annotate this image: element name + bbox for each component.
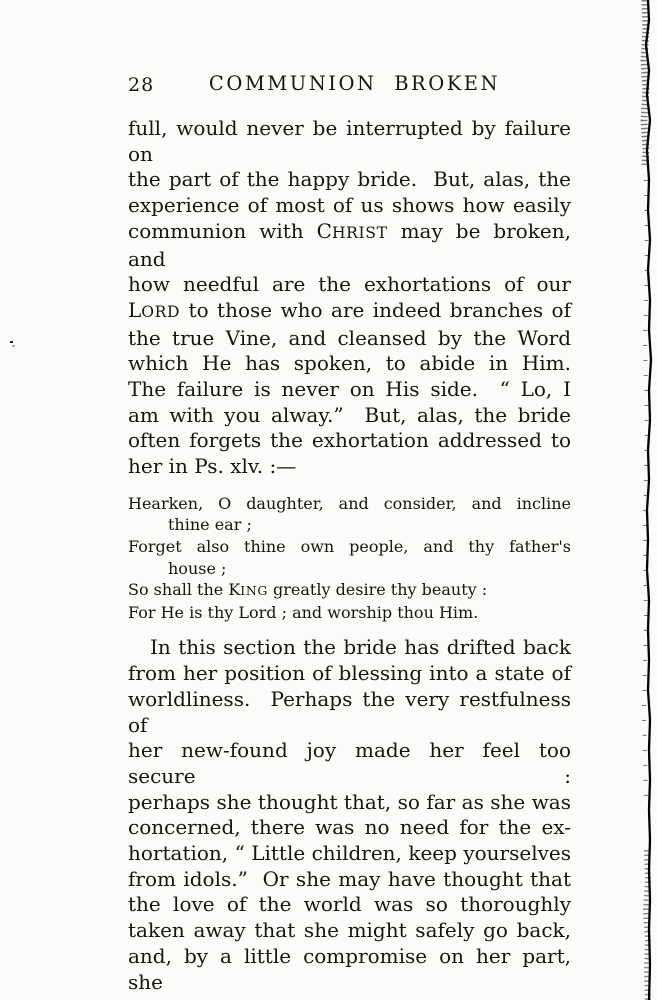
running-head [128,72,571,99]
text-line: LORD to those who are indeed branches of [128,297,571,322]
text-line: often forgets the exhortation addressed to [128,428,571,453]
text-line: her new-found joy made her feel too secure : [128,738,571,788]
text-line: Forget also thine own people, and thy father's [128,537,571,557]
scan-gutter-shadow [627,0,657,1000]
text-line: house ; [168,558,227,578]
text-line: perhaps she thought that, so far as she was [128,789,571,814]
text-line: the love of the world was so thoroughly [128,892,571,917]
text-line: from her position of blessing into a state of [128,661,571,686]
text-column [128,0,571,995]
text-line: hortation, “ Little children, keep yourselves [128,841,571,866]
psalm-quote [128,493,571,624]
scan-speck [10,341,13,343]
text-line: The failure is never on His side. “ Lo, I [128,377,571,402]
text-line: full, would never be interrupted by failure on [128,116,571,166]
text-line: which He has spoken, to abide in Him. [128,351,571,376]
text-line: For He is thy Lord ; and worship thou Him. [128,602,479,622]
text-line: In this section the bride has drifted back [150,635,571,660]
text-line: her in Ps. xlv. :— [128,454,297,479]
text-line: concerned, there was no need for the ex- [128,815,571,840]
text-line: and, by a little compromise on her part, she [128,943,571,994]
text-line: taken away that she might safely go back, [128,918,571,943]
text-line: am with you alway.” But, alas, the bride [128,402,571,427]
text-line: the true Vine, and cleansed by the Word [128,325,571,350]
text-line: So shall the KING greatly desire thy beauty : [128,580,488,600]
text-line: the part of the happy bride. But, alas, the [128,167,571,192]
running-title: COMMUNION BROKEN [208,72,501,95]
text-line: from idols.” Or she may have thought that [128,866,571,891]
text-line: worldliness. Perhaps the very restfulness of [128,686,571,737]
text-line: thine ear ; [168,515,252,535]
text-line: experience of most of us shows how easily [128,193,571,218]
page-number: 28 [128,74,155,96]
text-line: communion with CHRIST may be broken, and [128,218,571,271]
text-line: how needful are the exhortations of our [128,272,571,297]
paragraph-2 [128,635,571,995]
paragraph-1 [128,116,571,480]
text-line: Hearken, O daughter, and consider, and incline [128,493,571,513]
